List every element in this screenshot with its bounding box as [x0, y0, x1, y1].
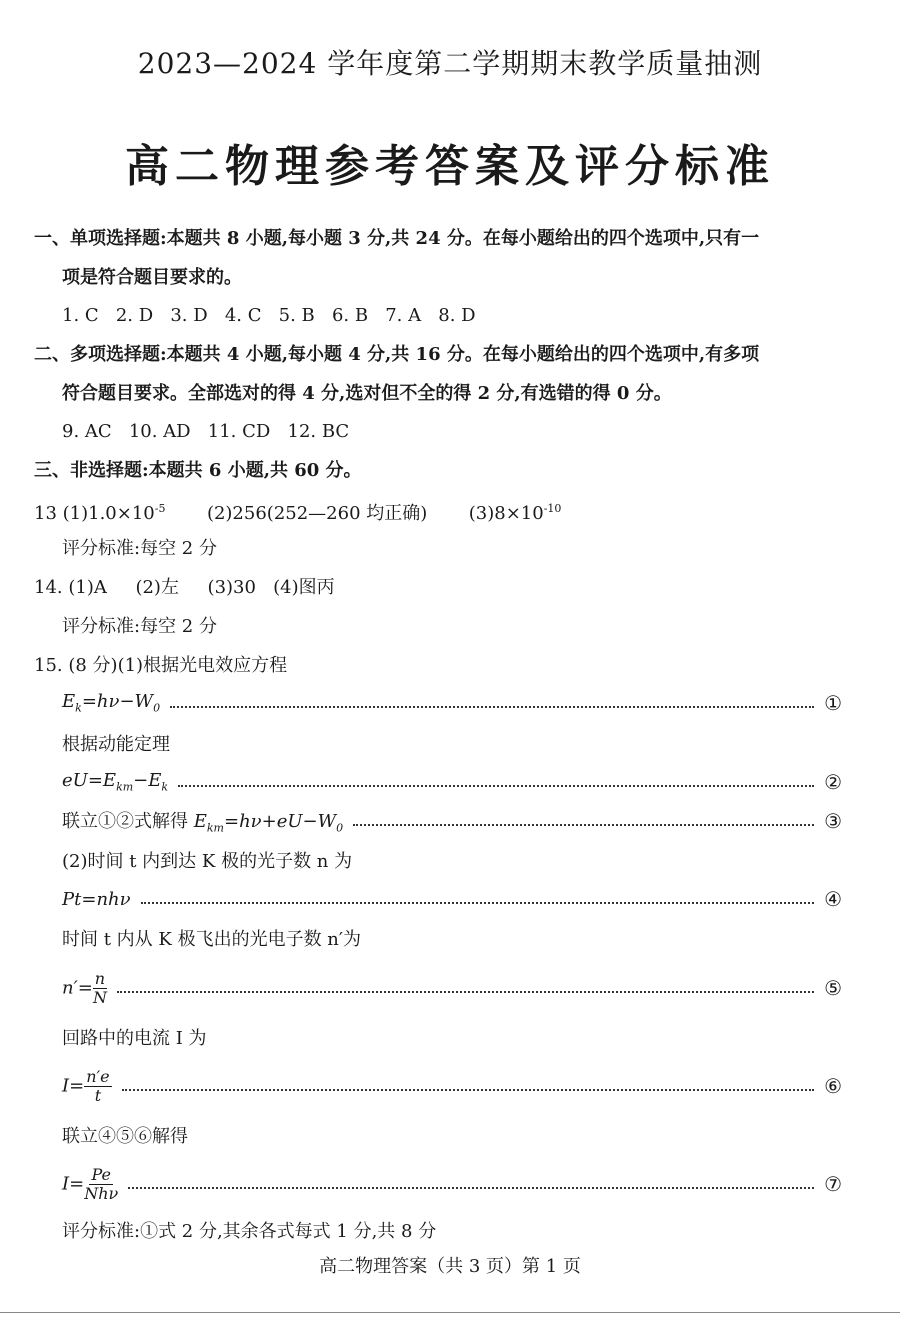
equation-4-row	[62, 884, 842, 914]
q13-part3-exponent: -10	[543, 502, 562, 515]
equation-2-row	[62, 767, 842, 797]
leader-dots	[141, 902, 814, 904]
q13-part1: 13 (1)1.0×10	[34, 503, 155, 524]
leader-dots	[117, 991, 814, 993]
equation-4-marker: ④	[824, 887, 842, 911]
leader-dots	[353, 824, 814, 826]
equation-1: $E_k=h\nu-W_0$	[62, 691, 161, 715]
equation-7-marker: ⑦	[824, 1172, 842, 1196]
equation-7-row	[62, 1162, 842, 1206]
equation-6-row	[62, 1064, 842, 1108]
q14-scoring: 评分标准:每空 2 分	[62, 616, 217, 637]
equation-2-marker: ②	[824, 770, 842, 794]
equation-1-row	[62, 688, 842, 718]
q15-combine1-text: 联立①②式解得	[62, 811, 188, 833]
section1-heading-line2: 项是符合题目要求的。	[62, 267, 242, 288]
q15-intro: 15. (8 分)(1)根据光电效应方程	[34, 655, 288, 676]
equation-5-marker: ⑤	[824, 976, 842, 1000]
leader-dots	[170, 706, 814, 708]
section2-answers: 9. AC 10. AD 11. CD 12. BC	[62, 421, 350, 442]
section1-heading-line1: 一、单项选择题:本题共 8 小题,每小题 3 分,共 24 分。在每小题给出的四个选项中,只有一	[34, 228, 760, 249]
equation-3-marker: ③	[824, 809, 842, 833]
q15-combine2: 联立④⑤⑥解得	[62, 1126, 188, 1147]
equation-5-row	[62, 968, 842, 1008]
equation-3-row	[62, 806, 842, 836]
q13-scoring: 评分标准:每空 2 分	[62, 538, 217, 559]
q14-answers: 14. (1)A (2)左 (3)30 (4)图丙	[34, 577, 335, 598]
section3-heading: 三、非选择题:本题共 6 小题,共 60 分。	[34, 460, 362, 481]
leader-dots	[122, 1089, 814, 1091]
equation-3: 联立①②式解得 $E_{km}=h\nu+eU-W_0$	[62, 811, 344, 835]
equation-7: I= $\frac{Pe}{\text{Nhν}}$	[62, 1164, 119, 1203]
q15-scoring: 评分标准:①式 2 分,其余各式每式 1 分,共 8 分	[62, 1221, 437, 1242]
section2-heading-line2: 符合题目要求。全部选对的得 4 分,选对但不全的得 2 分,有选错的得 0 分。	[62, 383, 672, 404]
q13-part1-exponent: -5	[154, 502, 166, 515]
equation-6: I= $\frac{n'e}{t}$	[62, 1066, 110, 1105]
section1-answers: 1. C 2. D 3. D 4. C 5. B 6. B 7. A 8. D	[62, 305, 476, 326]
equation-4: Pt=nhν	[62, 888, 131, 910]
q15-kinetic-theorem: 根据动能定理	[62, 734, 170, 755]
q13-part2: (2)256(252—260 均正确)	[206, 503, 428, 524]
leader-dots	[178, 785, 814, 787]
q15-electron-count: 时间 t 内从 K 极飞出的光电子数 n′为	[62, 929, 361, 950]
equation-6-marker: ⑥	[824, 1074, 842, 1098]
leader-dots	[128, 1187, 814, 1189]
page-footer: 高二物理答案（共 3 页）第 1 页	[319, 1256, 581, 1277]
exam-title: 2023—2024 学年度第二学期期末教学质量抽测	[137, 47, 763, 80]
equation-2: $eU=E_{km}-E_k$	[62, 770, 169, 794]
q15-part2: (2)时间 t 内到达 K 极的光子数 n 为	[62, 851, 353, 872]
equation-1-marker: ①	[824, 691, 842, 715]
equation-5: n′= $\frac{n}{N}$	[62, 968, 107, 1007]
section2-heading-line1: 二、多项选择题:本题共 4 小题,每小题 4 分,共 16 分。在每小题给出的四个选项中,有多项	[34, 344, 760, 365]
bottom-divider	[0, 1312, 900, 1313]
document-title: 高二物理参考答案及评分标准	[125, 141, 775, 192]
q13-answers	[34, 497, 561, 526]
q13-part3: (3)8×10	[468, 503, 544, 524]
q15-current: 回路中的电流 I 为	[62, 1028, 207, 1049]
